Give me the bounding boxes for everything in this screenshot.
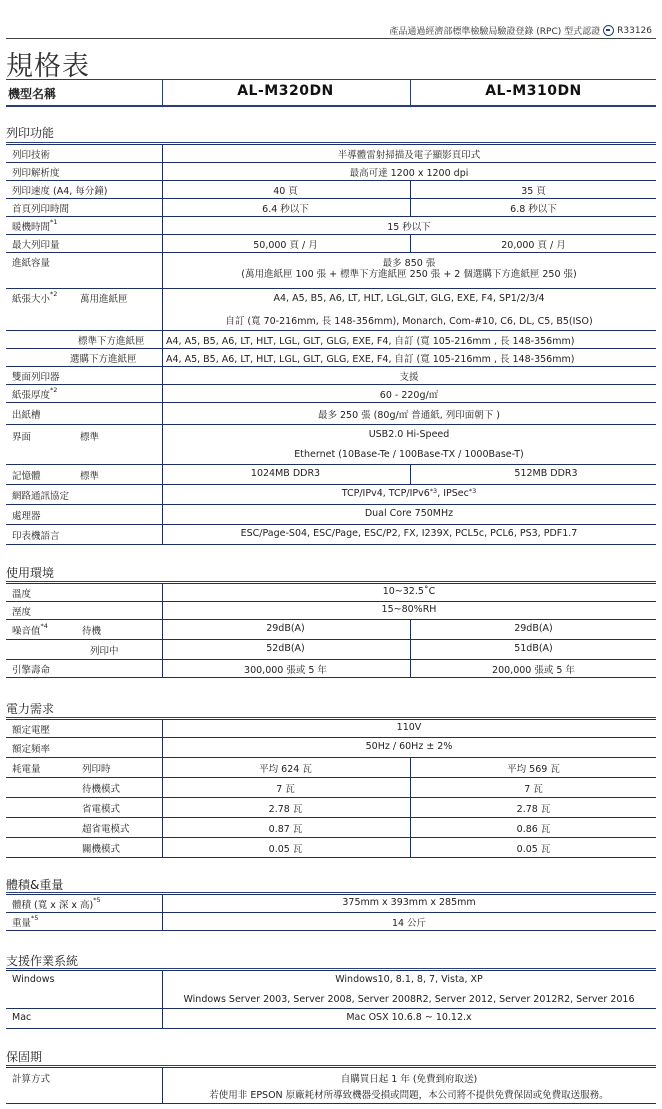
spec-label: Mac — [12, 1012, 32, 1023]
spec-value: 支援 — [399, 372, 419, 383]
section-title: 體積&重量 — [6, 878, 64, 892]
spec-label: 出紙槽 — [12, 410, 41, 421]
rpc-note-text: 產品通過經濟部標準檢驗局驗證登錄 (RPC) 型式認證 — [389, 27, 601, 37]
model2-value: 2.78 瓦 — [516, 804, 551, 815]
model1-value: 300,000 張或 5 年 — [244, 665, 327, 676]
column-divider — [162, 583, 163, 677]
column-divider — [410, 234, 411, 252]
spec-sub-label: 列印中 — [90, 646, 119, 657]
spec-value: 最多 250 張 (80g/㎡ 普通紙, 列印面朝下 ) — [317, 410, 500, 421]
model2-value: 512MB DDR3 — [514, 468, 578, 479]
spec-row — [6, 797, 656, 818]
spec-value-detail: 若使用非 EPSON 原廠耗材所導致機器受損或問題，本公司將不提供免費保固或免費取送服務。 — [209, 1090, 609, 1101]
section-bottom-line — [6, 1028, 656, 1029]
column-divider — [162, 1067, 163, 1103]
spec-value: ESC/Page-S04, ESC/Page, ESC/P2, FX, I239X, PCL5c, PCL6, PS3, PDF1.7 — [240, 528, 578, 539]
spec-value: 60 - 220g/㎡ — [379, 390, 439, 401]
column-divider — [162, 144, 163, 544]
spec-row — [6, 216, 656, 235]
spec-value: 15~80%RH — [381, 604, 437, 615]
spec-row — [6, 639, 656, 660]
model1-value: 2.78 瓦 — [268, 804, 303, 815]
spec-label: 列印解析度 — [12, 168, 60, 179]
spec-row — [6, 180, 656, 199]
spec-label: 記憶體 — [12, 471, 41, 482]
spec-row — [6, 252, 656, 289]
spec-label: 計算方式 — [12, 1074, 51, 1085]
section-title: 支援作業系統 — [6, 954, 79, 968]
spec-value-detail: 自訂 (寬 70-216mm, 長 148-356mm), Monarch, Com-#10, C6, DL, C5, B5(ISO) — [225, 316, 593, 327]
spec-label: 紙張大小$^{*2}$ — [12, 290, 58, 305]
spec-row — [6, 970, 656, 1009]
spec-row — [6, 583, 656, 602]
column-divider — [410, 464, 411, 484]
spec-sub-label: 標準 — [80, 471, 100, 482]
spec-label: 紙張厚度$^{*2}$ — [12, 386, 58, 401]
model1-value: 40 頁 — [273, 186, 298, 197]
spec-value: 自購買日起 1 年 (免費到府取送) — [340, 1074, 478, 1085]
spec-row — [6, 288, 656, 331]
top-divider — [6, 38, 656, 39]
spec-row — [6, 384, 656, 403]
spec-row — [6, 1067, 656, 1104]
model1-value: 0.05 瓦 — [268, 844, 303, 855]
model2-value: 平均 569 瓦 — [507, 764, 560, 775]
model1-value: 6.4 秒以下 — [262, 204, 309, 215]
spec-sub-label: 萬用進紙匣 — [80, 294, 128, 305]
section-bottom-line — [6, 677, 656, 678]
section-bottom-line — [6, 1103, 656, 1104]
spec-value: USB2.0 Hi-Speed — [368, 429, 450, 440]
spec-label: 列印速度 (A4, 每分鐘) — [12, 186, 108, 197]
model1-value: 1024MB DDR3 — [250, 468, 321, 479]
model2-value: 51dB(A) — [514, 643, 553, 654]
spec-value: 半導體雷射掃描及電子顯影頁印式 — [337, 150, 481, 161]
spec-value-detail: Windows Server 2003, Server 2008, Server 2008R2, Server 2012, Server 2012R2, Server 2016 — [183, 994, 635, 1005]
spec-row — [6, 464, 656, 485]
model1-value: 50,000 頁 / 月 — [253, 240, 318, 251]
spec-row — [6, 162, 656, 181]
spec-sub-label: 待機模式 — [82, 784, 121, 795]
column-divider — [162, 970, 163, 1028]
column-divider — [410, 619, 411, 677]
spec-row — [6, 402, 656, 425]
spec-value: 15 秒以下 — [387, 222, 431, 233]
spec-row — [6, 234, 656, 253]
column-divider — [162, 894, 163, 930]
model2-value: 200,000 張或 5 年 — [492, 665, 575, 676]
spec-label: 噪音值$^{*4}$ — [12, 622, 48, 637]
column-divider — [410, 180, 411, 216]
spec-value: 最高可達 1200 x 1200 dpi — [349, 168, 469, 179]
model1-value: 平均 624 瓦 — [259, 764, 312, 775]
spec-label: 進紙容量 — [12, 258, 51, 269]
model2-value: 0.86 瓦 — [516, 824, 551, 835]
spec-sub-label: 省電模式 — [82, 804, 121, 815]
column-divider — [162, 719, 163, 857]
spec-label: Windows — [12, 974, 55, 985]
spec-label: 溼度 — [12, 607, 32, 618]
spec-value: 375mm x 393mm x 285mm — [342, 897, 476, 908]
spec-row — [6, 601, 656, 620]
model2-value: 35 頁 — [521, 186, 546, 197]
section-title: 電力需求 — [6, 702, 55, 716]
section-divider — [6, 581, 656, 582]
spec-row — [6, 144, 656, 163]
model2-value: 29dB(A) — [514, 623, 553, 634]
spec-value: 10~32.5˚C — [382, 586, 436, 597]
spec-sub-label: 列印時 — [82, 764, 111, 775]
spec-sub-label: 待機 — [82, 626, 102, 637]
spec-label: 最大列印量 — [12, 240, 60, 251]
spec-value: 最多 850 張 — [382, 258, 436, 269]
spec-value-detail: Ethernet (10Base-Te / 100Base-TX / 1000Base-T) — [294, 449, 524, 460]
model1-name: AL-M320DN — [237, 83, 334, 99]
section-divider — [6, 717, 656, 718]
section-title: 列印功能 — [6, 126, 55, 140]
spec-value: 50Hz / 60Hz ± 2% — [365, 741, 453, 752]
model2-value: 7 瓦 — [524, 784, 543, 795]
rpc-logo-icon — [603, 25, 614, 36]
spec-row — [6, 198, 656, 217]
spec-label: 耗電量 — [12, 764, 41, 775]
spec-sub-label: 標準 — [80, 432, 100, 443]
spec-row — [6, 366, 656, 385]
model2-value: 6.8 秒以下 — [510, 204, 557, 215]
rpc-certification-note — [300, 24, 652, 37]
section-bottom-line — [6, 930, 656, 931]
model2-value: 0.05 瓦 — [516, 844, 551, 855]
spec-sub-label: 超省電模式 — [82, 824, 130, 835]
spec-value: Dual Core 750MHz — [364, 508, 454, 519]
spec-row — [6, 719, 656, 738]
spec-row — [6, 619, 656, 640]
section-bottom-line — [6, 544, 656, 545]
section-bottom-line — [6, 857, 656, 858]
spec-row — [6, 484, 656, 505]
spec-label: 重量$^{*5}$ — [12, 914, 39, 929]
spec-row — [6, 504, 656, 525]
spec-row — [6, 348, 656, 367]
spec-sub-label: 標準下方進紙匣 — [78, 336, 145, 347]
model-name-label: 機型名稱 — [8, 87, 57, 101]
section-title: 保固期 — [6, 1050, 43, 1064]
spec-label: 印表機語言 — [12, 531, 60, 542]
spec-value: 110V — [396, 722, 422, 733]
spec-value: A4, A5, B5, A6, LT, HLT, LGL,GLT, GLG, EXE, F4, SP1/2/3/4 — [273, 293, 545, 304]
spec-label: 額定頻率 — [12, 744, 51, 755]
spec-label: 首頁列印時間 — [12, 204, 70, 215]
spec-label: 界面 — [12, 432, 32, 443]
spec-label: 處理器 — [12, 511, 41, 522]
spec-row — [6, 817, 656, 838]
section-divider — [6, 1065, 656, 1066]
spec-row — [6, 912, 656, 931]
spec-row — [6, 1008, 656, 1029]
spec-label: 額定電壓 — [12, 725, 51, 736]
spec-label: 暖機時間$^{*1}$ — [12, 218, 58, 233]
spec-label: 溫度 — [12, 589, 32, 600]
model1-value: 52dB(A) — [266, 643, 305, 654]
section-title: 使用環境 — [6, 566, 55, 580]
spec-value: TCP/IPv4, TCP/IPv6$^{*3}$, IPSec$^{*3}$ — [341, 487, 477, 499]
spec-label: 體積 (寬 x 深 x 高)$^{*5}$ — [12, 896, 101, 911]
spec-sub-label: 關機模式 — [82, 844, 121, 855]
rpc-code: R33126 — [617, 25, 652, 36]
spec-label: 列印技術 — [12, 150, 51, 161]
spec-value-detail: (萬用進紙匣 100 張 + 標準下方進紙匣 250 張 + 2 個選購下方進紙匣 250 張) — [241, 269, 577, 280]
spec-row — [6, 524, 656, 545]
spec-row — [6, 777, 656, 798]
spec-row — [6, 424, 656, 465]
model1-value: 29dB(A) — [266, 623, 305, 634]
spec-row — [6, 330, 656, 349]
spec-value: Mac OSX 10.6.8 ~ 10.12.x — [346, 1012, 472, 1023]
page-title: 規格表 — [6, 51, 90, 82]
model-header-row — [6, 79, 656, 107]
spec-row — [6, 757, 656, 778]
spec-label: 引擎壽命 — [12, 665, 51, 676]
spec-value: 14 公斤 — [391, 918, 427, 929]
spec-value: Windows10, 8.1, 8, 7, Vista, XP — [335, 974, 483, 985]
spec-row — [6, 894, 656, 913]
spec-value: A4, A5, B5, A6, LT, HLT, LGL, GLT, GLG, EXE, F4, 自訂 (寬 105-216mm , 長 148-356mm) — [166, 336, 575, 347]
spec-label: 網路通訊協定 — [12, 491, 70, 502]
model1-value: 0.87 瓦 — [268, 824, 303, 835]
spec-row — [6, 837, 656, 858]
spec-row — [6, 737, 656, 758]
section-divider — [6, 968, 656, 969]
spec-label: 雙面列印器 — [12, 372, 60, 383]
spec-sub-label: 選購下方進紙匣 — [70, 354, 137, 365]
model2-value: 20,000 頁 / 月 — [501, 240, 566, 251]
spec-value: A4, A5, B5, A6, LT, HLT, LGL, GLT, GLG, EXE, F4, 自訂 (寬 105-216mm , 長 148-356mm) — [166, 354, 575, 365]
model1-value: 7 瓦 — [276, 784, 295, 795]
section-divider — [6, 142, 656, 143]
column-divider — [410, 757, 411, 857]
section-divider — [6, 892, 656, 893]
spec-row — [6, 659, 656, 678]
model2-name: AL-M310DN — [485, 83, 582, 99]
